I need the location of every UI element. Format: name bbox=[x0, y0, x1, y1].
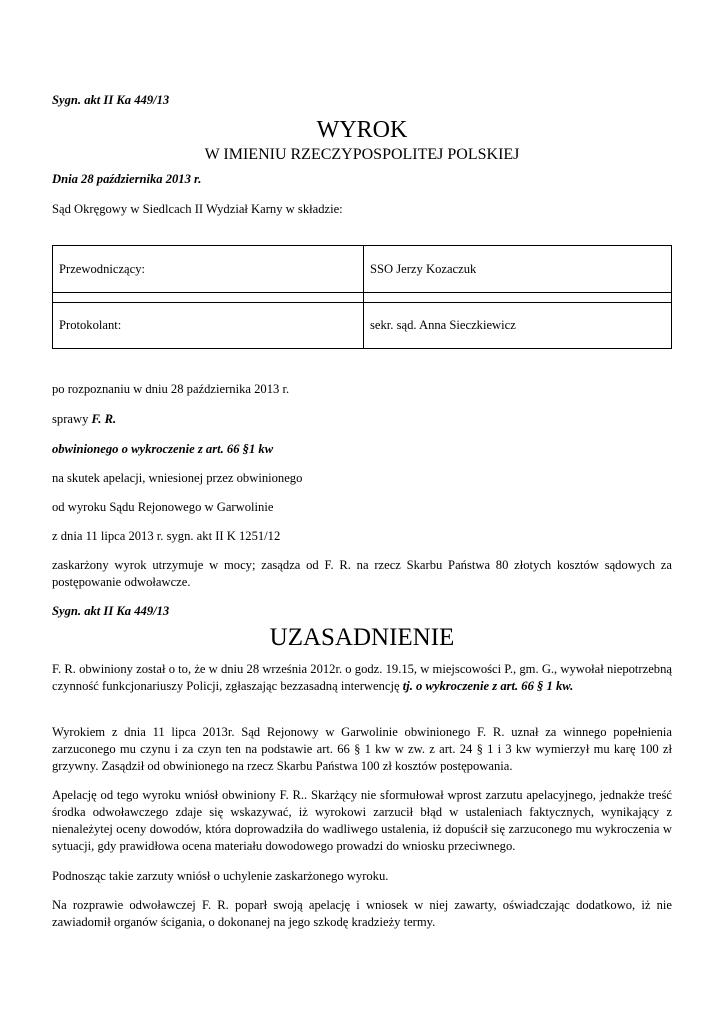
justification-title: UZASADNIENIE bbox=[269, 624, 455, 651]
justification-paragraph-5: Na rozprawie odwoławczej F. R. poparł swoją apelację i wniosek w niej zawarty, oświadczając dodatkowo, iż nie zawiadomił organów ścigania, o dokonanej na jego szkodę kradzieży termy. bbox=[52, 898, 672, 929]
case-number: Sygn. akt II Ka 449/13 bbox=[52, 93, 170, 107]
role-cell bbox=[53, 293, 364, 303]
role-cell: Przewodniczący: bbox=[53, 246, 364, 293]
justification-paragraph-3: Apelację od tego wyroku wniósł obwiniony F. R.. Skarżący nie sformułował wprost zarzutu apelacyjnego, jednakże treść środka odwoławczego zdaje się wskazywać, iż wyrokowi zarzucił błąd w ustaleniach faktycznych, wynikający z nienależytej oceny dowodów, która doprowadziła do wadliwego ustalenia, iż dopuścił się zarzuconego mu wykroczenia w sytuacji, gdy prawidłowa ocena materiału dowodowego prowadzi do wniosku przeciwnego. bbox=[52, 788, 672, 853]
name-cell: sekr. sąd. Anna Sieczkiewicz bbox=[364, 303, 672, 349]
case-of-line bbox=[52, 411, 116, 428]
paragraph-emphasis: tj. o wykroczenie z art. 66 § 1 kw. bbox=[402, 679, 574, 693]
court-composition-table bbox=[52, 245, 672, 349]
appeal-line: na skutek apelacji, wniesionej przez obwinionego bbox=[52, 471, 303, 485]
charge-line: obwinionego o wykroczenie z art. 66 §1 kw bbox=[52, 442, 274, 456]
hearing-date-line: po rozpoznaniu w dniu 28 października 2013 r. bbox=[52, 382, 290, 396]
ruling-paragraph: zaskarżony wyrok utrzymuje w mocy; zasądza od F. R. na rzecz Skarbu Państwa 80 złotych kosztów sądowych za postępowanie odwoławcze. bbox=[52, 558, 672, 589]
paragraph-text: F. R. obwiniony został o to, że w dniu 28 września 2012r. o godz. 19.15, w miejscowości P., gm. G., wywołał niepotrzebną czynność funkcjonariuszy Policji, zgłaszając bezzasadną interwencję bbox=[52, 662, 672, 693]
court-composition-intro: Sąd Okręgowy w Siedlcach II Wydział Karny w składzie: bbox=[52, 202, 343, 216]
justification-case-number: Sygn. akt II Ka 449/13 bbox=[52, 604, 170, 618]
lower-court-date-line: z dnia 11 lipca 2013 r. sygn. akt II K 1251/12 bbox=[52, 529, 281, 543]
role-cell: Protokolant: bbox=[53, 303, 364, 349]
table-row bbox=[53, 303, 672, 349]
justification-paragraph-1 bbox=[52, 661, 672, 695]
table-row bbox=[53, 246, 672, 293]
case-of-prefix: sprawy bbox=[52, 412, 92, 426]
judgment-date: Dnia 28 października 2013 r. bbox=[52, 172, 202, 186]
name-cell bbox=[364, 293, 672, 303]
document-subtitle: W IMIENIU RZECZYPOSPOLITEJ POLSKIEJ bbox=[204, 146, 520, 163]
name-cell: SSO Jerzy Kozaczuk bbox=[364, 246, 672, 293]
document-title: WYROK bbox=[316, 117, 408, 143]
justification-paragraph-2: Wyrokiem z dnia 11 lipca 2013r. Sąd Rejonowy w Garwolinie obwinionego F. R. uznał za winnego popełnienia zarzuconego mu czynu i za czyn ten na podstawie art. 66 § 1 kw w zw. z art. 24 § 1 i 3 kw wymierzył mu karę 100 zł grzywny. Zasądził od obwinionego na rzecz Skarbu Państwa 100 zł kosztów postępowania. bbox=[52, 725, 672, 773]
lower-court-line: od wyroku Sądu Rejonowego w Garwolinie bbox=[52, 500, 274, 514]
defendant-name: F. R. bbox=[91, 412, 117, 426]
justification-paragraph-4: Podnosząc takie zarzuty wniósł o uchylenie zaskarżonego wyroku. bbox=[52, 869, 389, 883]
table-row bbox=[53, 293, 672, 303]
